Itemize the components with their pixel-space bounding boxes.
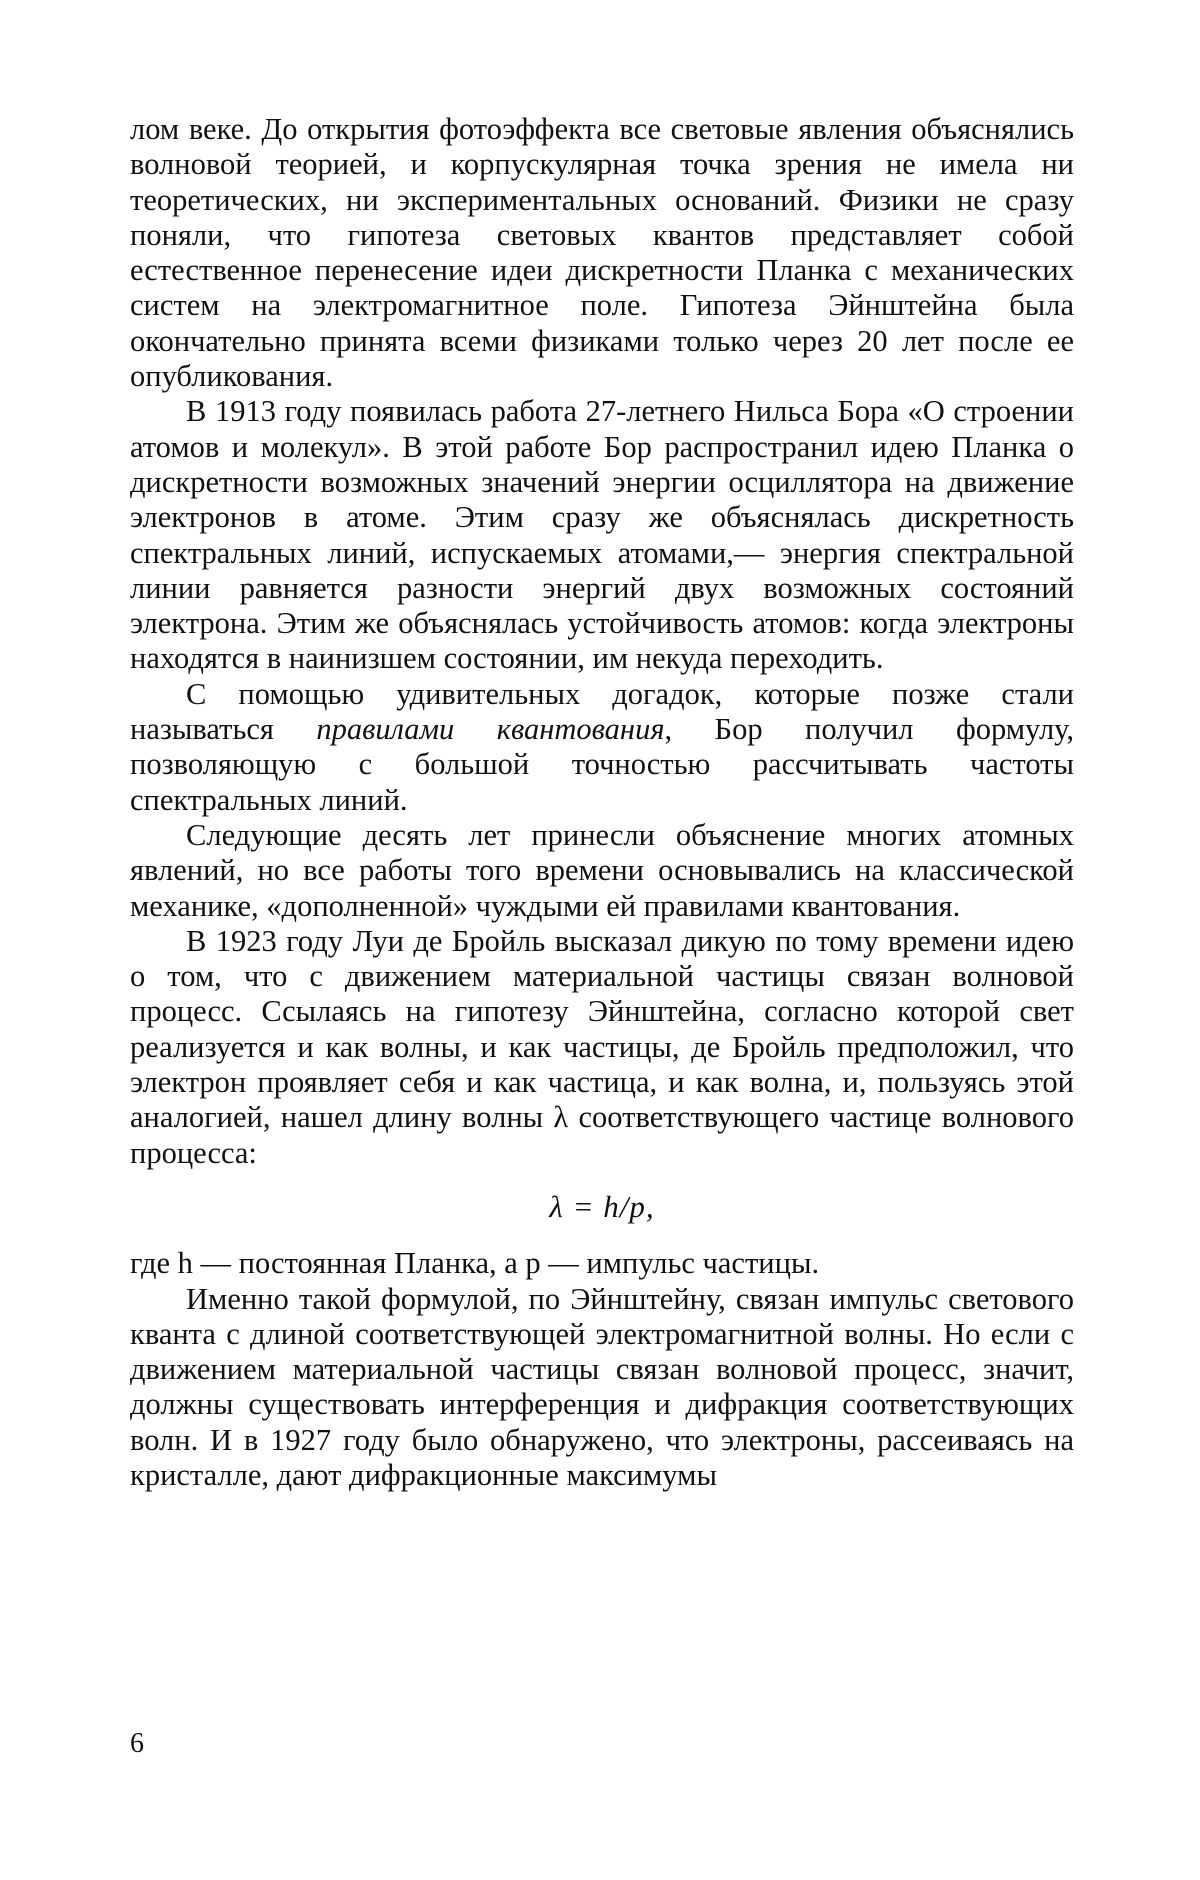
- italic-term: правилами квантования: [316, 712, 664, 746]
- book-page-text: [130, 112, 1074, 1493]
- paragraph-next-decade: Следующие десять лет принесли объяснение многих атомных явлений, но все работы того времени основывались на классической механике, «дополненной» чуждыми ей правилами квантования.: [130, 818, 1074, 924]
- paragraph-quantization-rules: [130, 677, 1074, 818]
- paragraph-bohr-1913: В 1913 году появилась работа 27-летнего Нильса Бора «О строении атомов и молекул». В этой работе Бор распространил идею Планка о дискретности возможных значений энергии осциллятора на движение электронов в атоме. Этим сразу же объяснялась дискретность спектральных линий, испускаемых атомами,— энергия спектральной линии равняется разности энергий двух возможных состояний электрона. Этим же объяснялась устойчивость атомов: когда электроны находятся в наинизшем состоянии, им некуда переходить.: [130, 394, 1074, 676]
- paragraph-formula-explanation: где h — постоянная Планка, а p — импульс частицы.: [130, 1246, 1074, 1281]
- paragraph-electron-diffraction: Именно такой формулой, по Эйнштейну, связан импульс светового кванта с длиной соответствующей электромагнитной волны. Но если с движением материальной частицы связан волновой процесс, значит, должны существовать интерференция и дифракция соответствующих волн. И в 1927 году было обнаружено, что электроны, рассеиваясь на кристалле, дают дифракционные максимумы: [130, 1282, 1074, 1494]
- page-number: 6: [130, 1728, 144, 1760]
- paragraph-continued: лом веке. До открытия фотоэффекта все световые явления объяснялись волновой теорией, и корпускулярная точка зрения не имела ни теоретических, ни экспериментальных оснований. Физики не сразу поняли, что гипотеза световых квантов представляет собой естественное перенесение идеи дискретности Планка с механических систем на электромагнитное поле. Гипотеза Эйнштейна была окончательно принята всеми физиками только через 20 лет после ее опубликования.: [130, 112, 1074, 394]
- text-fragment: С помощью удивительных догадок, которые позже стали называться: [130, 677, 1074, 746]
- paragraph-de-broglie: В 1923 году Луи де Бройль высказал дикую по тому времени идею о том, что с движением материальной частицы связан волновой процесс. Ссылаясь на гипотезу Эйнштейна, согласно которой свет реализуется и как волны, и как частицы, де Бройль предположил, что электрон проявляет себя и как частица, и как волна, и, пользуясь этой аналогией, нашел длину волны λ соответствующего частице волнового процесса:: [130, 924, 1074, 1171]
- de-broglie-formula: λ = h/p,: [130, 1189, 1074, 1224]
- text-fragment: , Бор получил формулу, позволяющую с большой точностью рассчитывать частоты спектральных линий.: [130, 712, 1074, 817]
